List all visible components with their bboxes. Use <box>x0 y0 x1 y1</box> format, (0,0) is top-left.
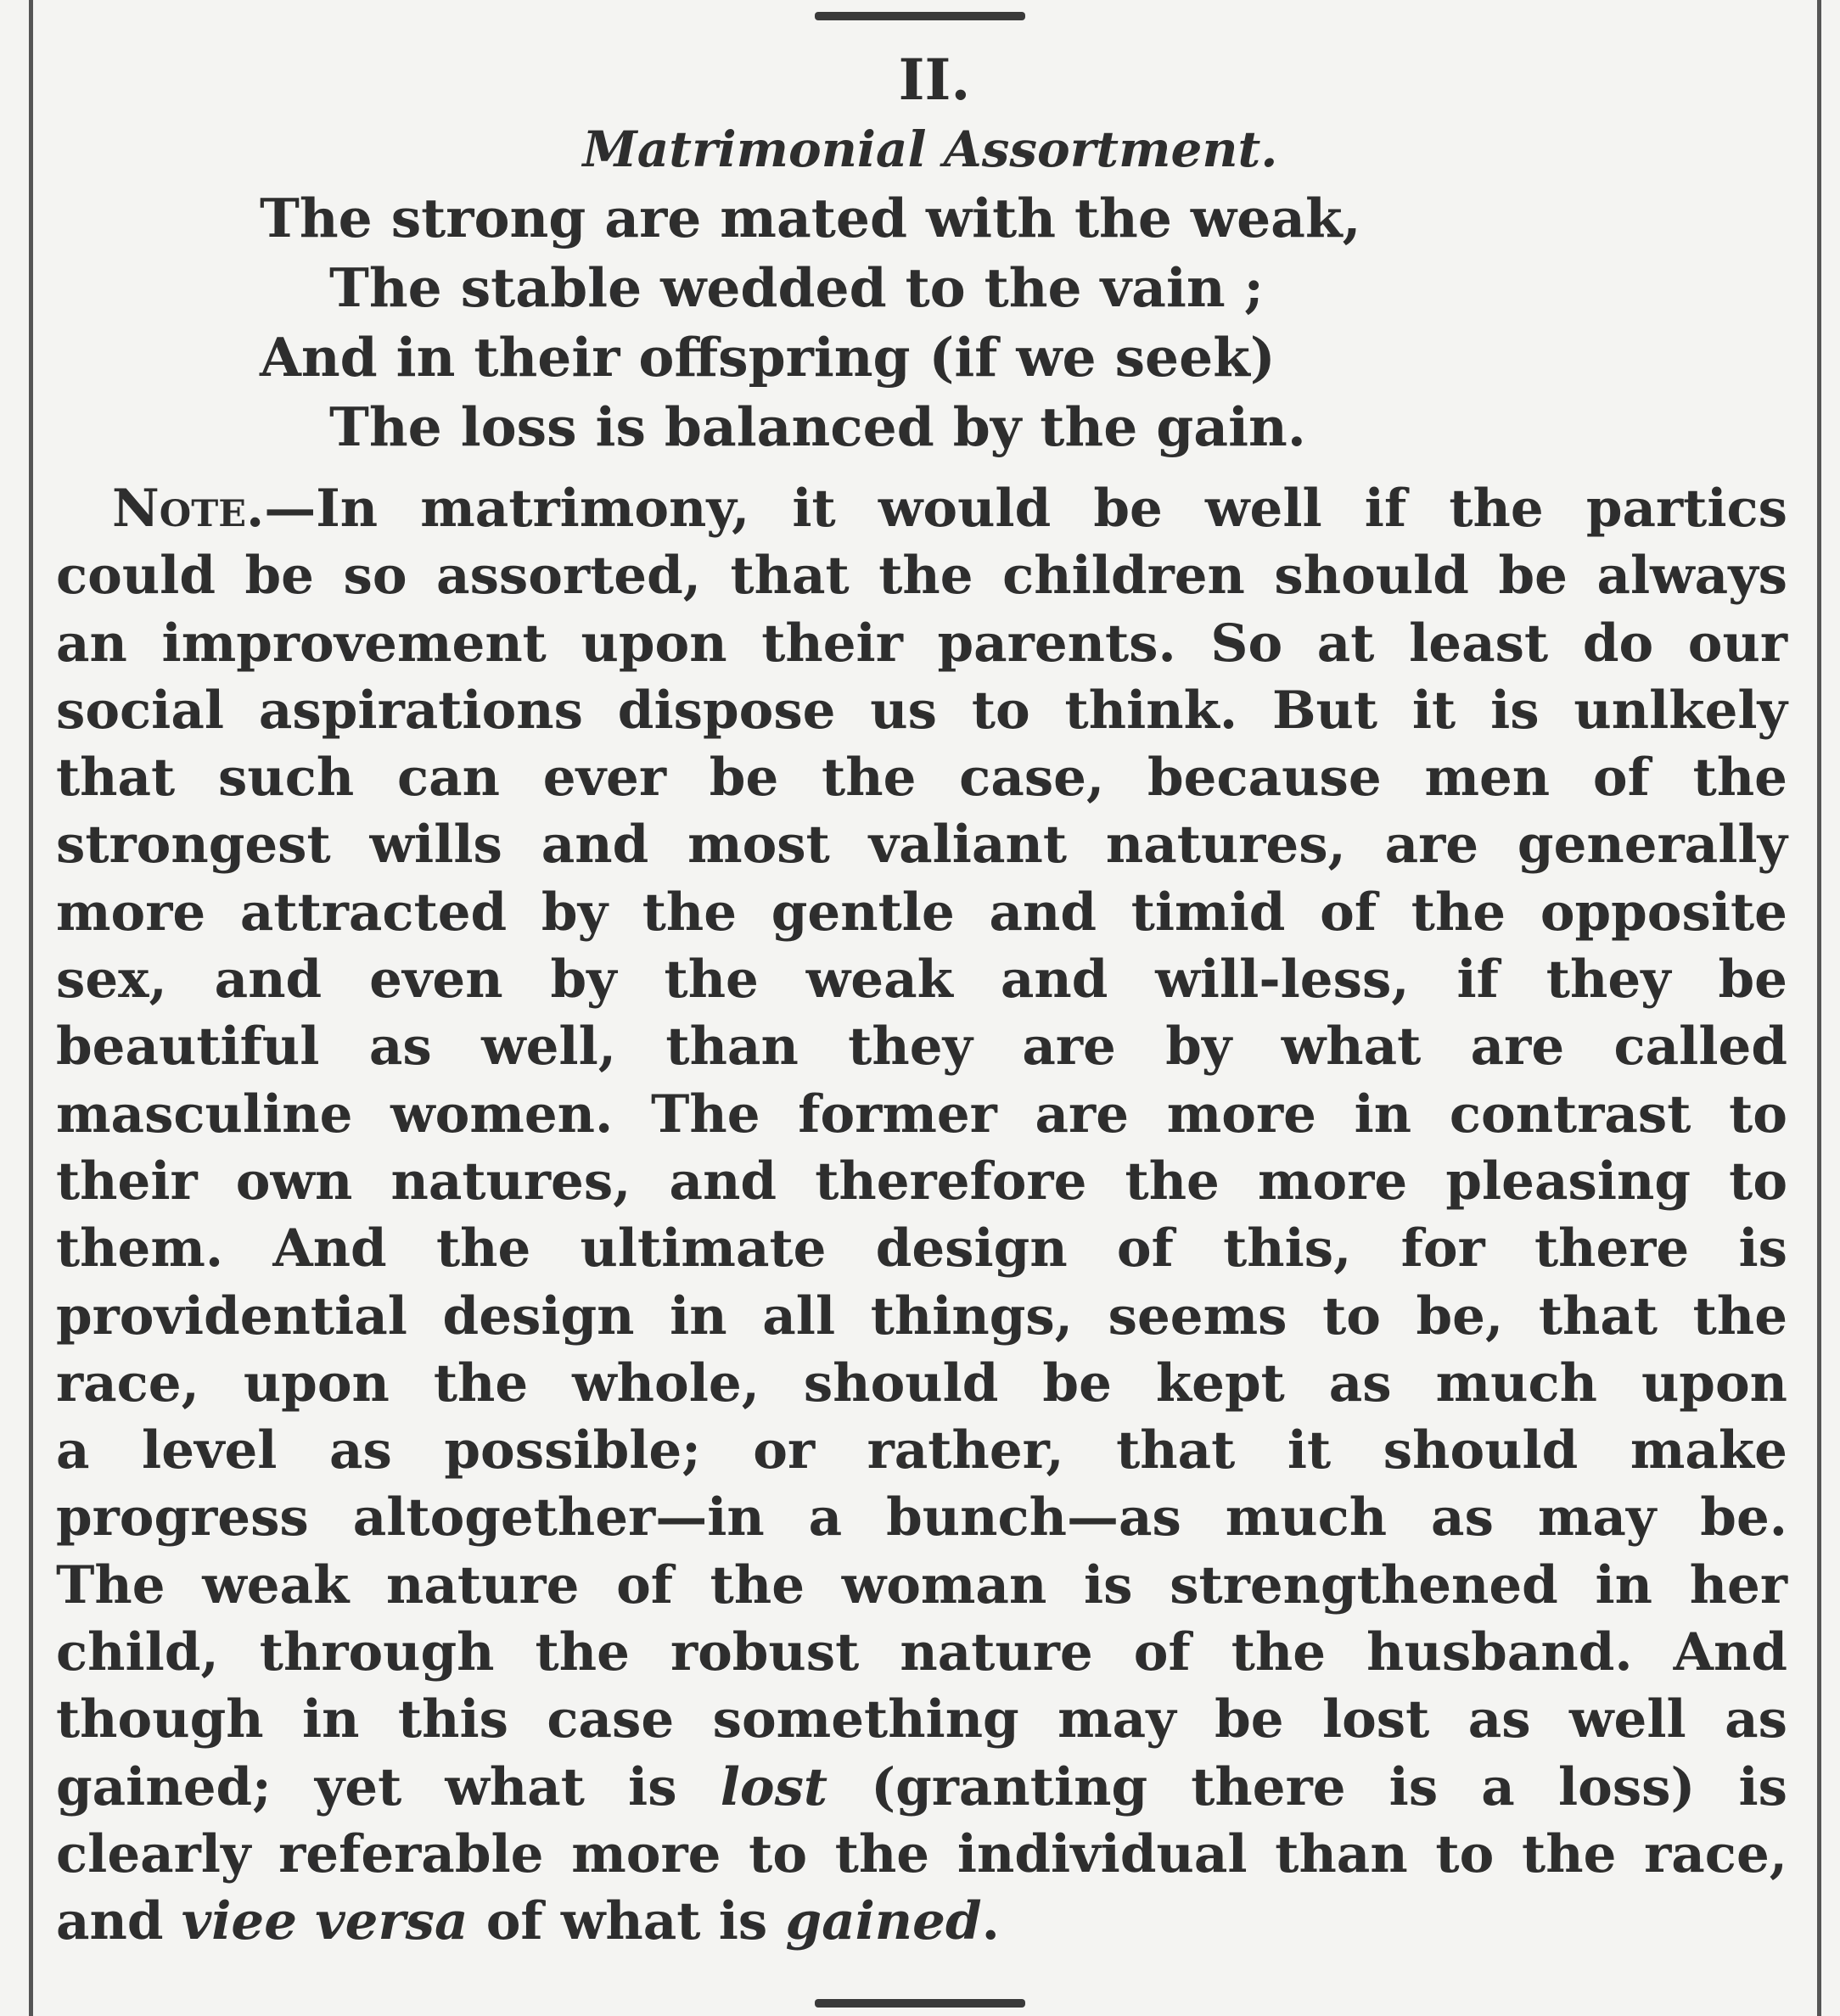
note-line: though in this case something may be lost as well as <box>56 1689 1787 1750</box>
note-line: progress altogether—in a bunch—as much as may be. <box>56 1487 1787 1548</box>
note-line <box>56 1754 1787 1821</box>
note-line <box>56 475 1787 542</box>
note-line: child, through the robust nature of the husband. And <box>56 1622 1787 1683</box>
note-line: them. And the ultimate design of this, for there is <box>56 1218 1787 1280</box>
note-line: social aspirations dispose us to think. But it is unlkely <box>56 680 1787 741</box>
section-number: II. <box>898 47 971 113</box>
note-line: The weak nature of the woman is strengthened in her <box>56 1554 1787 1616</box>
note-line-text: . <box>981 1891 1000 1952</box>
note-line: race, upon the whole, should be kept as much upon <box>56 1352 1787 1414</box>
note-paragraph <box>56 475 1787 1956</box>
poem-line: The stable wedded to the vain ; <box>329 256 1264 319</box>
note-line: masculine women. The former are more in contrast to <box>56 1084 1787 1145</box>
poem-line: The loss is balanced by the gain. <box>329 395 1306 458</box>
note-line: an improvement upon their parents. So at least do our <box>56 613 1787 674</box>
note-line: clearly referable more to the individual than to the race, <box>56 1823 1787 1884</box>
bottom-section-divider <box>815 1999 1025 2008</box>
poem-stanza <box>56 183 1787 463</box>
note-line-text: (granting there is a loss) is <box>827 1756 1788 1817</box>
right-column-rule <box>1817 0 1821 2016</box>
article-column <box>56 44 1788 1952</box>
section-title: Matrimonial Assortment. <box>582 120 1278 178</box>
note-line: beautiful as well, than they are by what are called <box>56 1016 1787 1078</box>
poem-line: The strong are mated with the weak, <box>260 187 1361 249</box>
italic-word: lost <box>720 1756 828 1817</box>
note-line: their own natures, and therefore the more pleasing to <box>56 1151 1787 1212</box>
note-label: Note. <box>112 479 265 539</box>
note-line: sex, and even by the weak and will-less, if they be <box>56 949 1787 1011</box>
note-line: providential design in all things, seems to be, that the <box>56 1285 1787 1347</box>
note-line-text: and <box>56 1891 182 1952</box>
poem-line: And in their offspring (if we seek) <box>260 326 1276 389</box>
italic-phrase: viee versa <box>181 1891 468 1952</box>
left-column-rule <box>29 0 33 2016</box>
top-section-divider <box>815 12 1025 20</box>
note-line-text: of what is <box>468 1891 786 1952</box>
note-line: that such can ever be the case, because men of the <box>56 748 1787 809</box>
note-line: strongest wills and most valiant natures, are generally <box>56 815 1787 876</box>
note-line: more attracted by the gentle and timid of the opposite <box>56 882 1787 943</box>
note-line-text: gained; yet what is <box>56 1756 721 1817</box>
note-line: a level as possible; or rather, that it should make <box>56 1420 1787 1481</box>
note-line-text: —In matrimony, it would be well if the partics <box>264 479 1787 539</box>
note-line: could be so assorted, that the children should be always <box>56 546 1787 607</box>
note-line <box>56 1888 1787 1955</box>
italic-word: gained <box>785 1891 982 1952</box>
